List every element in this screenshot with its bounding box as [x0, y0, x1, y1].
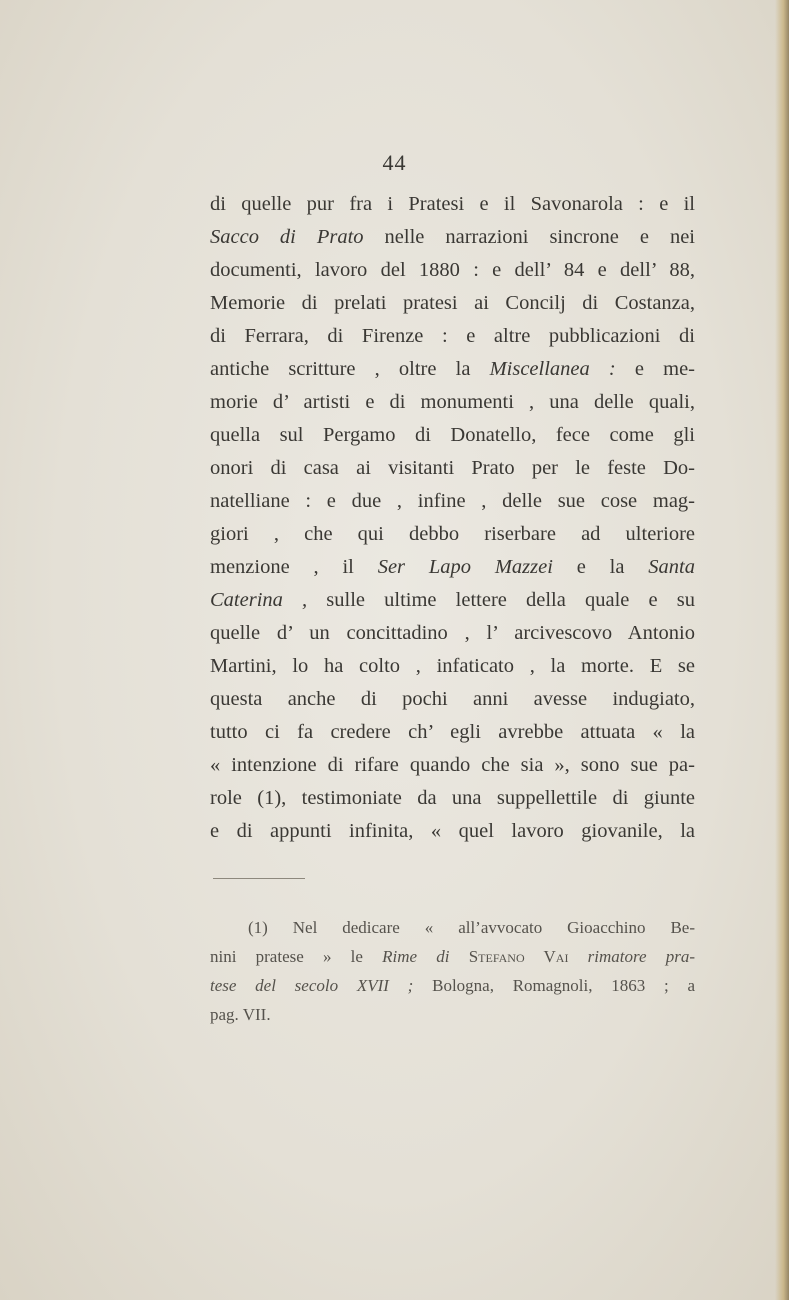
text-line: role (1), testimoniate da una suppellettile di giunte	[210, 787, 695, 809]
page-number: 44	[382, 150, 407, 175]
text-line: quella sul Pergamo di Donatello, fece come gli	[210, 424, 695, 446]
footnote-line: pag. VII.	[210, 1005, 271, 1024]
footnote-separator	[213, 878, 305, 879]
text-line: morie d’ artisti e di monumenti , una delle quali,	[210, 391, 695, 413]
text-line: natelliane : e due , infine , delle sue cose mag-	[210, 490, 695, 512]
text-line: di quelle pur fra i Pratesi e il Savonarola : e il	[210, 193, 695, 215]
text-line: antiche scritture , oltre la Miscellanea : e me-	[210, 358, 695, 380]
page-edge-shadow	[775, 0, 789, 1300]
text-line: di Ferrara, di Firenze : e altre pubblicazioni di	[210, 325, 695, 347]
text-line: Martini, lo ha colto , infaticato , la morte. E se	[210, 655, 695, 677]
footnote	[210, 913, 695, 1029]
text-line: giori , che qui debbo riserbare ad ulteriore	[210, 523, 695, 545]
text-line: Caterina , sulle ultime lettere della quale e su	[210, 589, 695, 611]
text-line: menzione , il Ser Lapo Mazzei e la Santa	[210, 556, 695, 578]
body-text	[210, 188, 695, 848]
text-line: tutto ci fa credere ch’ egli avrebbe attuata « la	[210, 721, 695, 743]
footnote-line: tese del secolo XVII ; Bologna, Romagnoli, 1863 ; a	[210, 976, 695, 995]
footnote-line: (1) Nel dedicare « all’avvocato Gioacchino Be-	[248, 918, 695, 937]
text-line: Memorie di prelati pratesi ai Concilj di Costanza,	[210, 292, 695, 314]
text-line: questa anche di pochi anni avesse indugiato,	[210, 688, 695, 710]
text-line: « intenzione di rifare quando che sia », sono sue pa-	[210, 754, 695, 776]
text-line: onori di casa ai visitanti Prato per le feste Do-	[210, 457, 695, 479]
text-line: documenti, lavoro del 1880 : e dell’ 84 e dell’ 88,	[210, 259, 695, 281]
text-line: e di appunti infinita, « quel lavoro giovanile, la	[210, 820, 695, 842]
footnote-line: nini pratese » le Rime di Stefano Vai rimatore pra-	[210, 947, 696, 966]
text-line: quelle d’ un concittadino , l’ arcivescovo Antonio	[210, 622, 695, 644]
text-line: Sacco di Prato nelle narrazioni sincrone e nei	[210, 226, 695, 248]
